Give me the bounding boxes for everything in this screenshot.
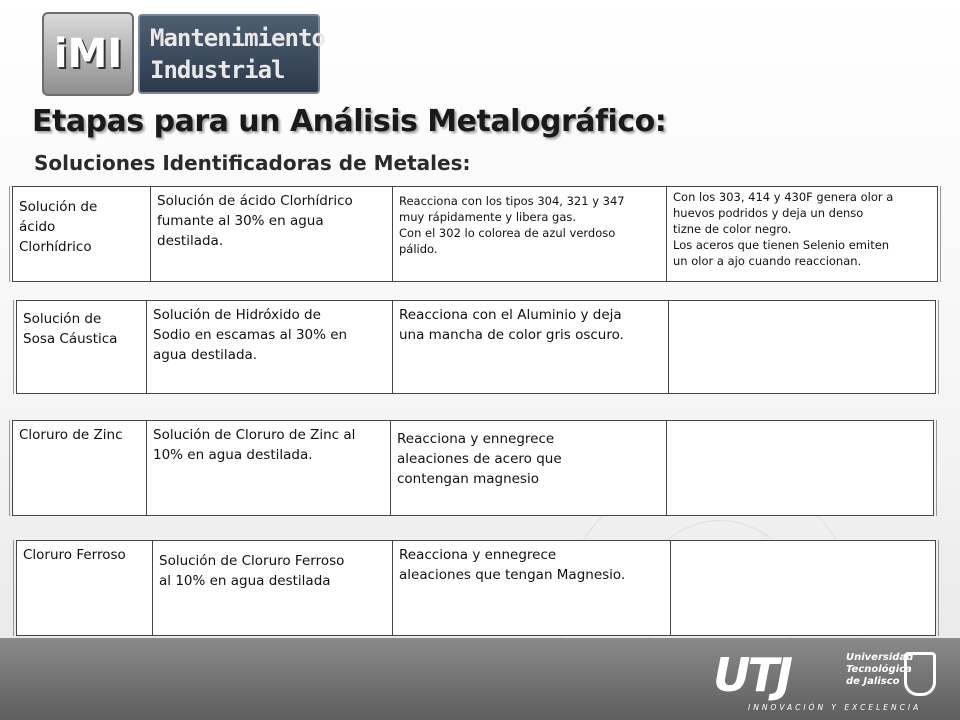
cell-line: Los aceros que tienen Selenio emiten: [673, 238, 890, 252]
solution-table-1: [12, 186, 938, 282]
cell-line: Solución de Hidróxido de: [153, 307, 321, 323]
utj-name-line: de Jalisco: [846, 676, 900, 687]
cell-line: Reacciona con los tipos 304, 321 y 347: [399, 194, 625, 208]
cell-line: 10% en agua destilada.: [153, 447, 313, 463]
utj-seal-icon: [904, 652, 936, 696]
additional-reaction-cell: [671, 541, 935, 635]
solution-description-cell: [151, 187, 393, 281]
imi-logo-mark-text: iMI: [53, 31, 123, 77]
additional-reaction-cell: [667, 421, 933, 515]
solution-table-4: [16, 540, 936, 636]
page-title: Etapas para un Análisis Metalográfico:: [32, 104, 667, 139]
utj-motto: INNOVACIÓN Y EXCELENCIA: [748, 703, 922, 712]
utj-name-line: Universidad: [846, 652, 914, 663]
cell-line: contengan magnesio: [397, 471, 539, 487]
cell-line: Cloruro de Zinc: [19, 427, 123, 443]
cell-line: Con el 302 lo colorea de azul verdoso: [399, 226, 616, 240]
cell-line: ácido: [19, 219, 56, 235]
cell-line: Solución de: [19, 199, 98, 215]
cell-line: aleaciones de acero que: [397, 451, 562, 467]
imi-logo: [42, 12, 325, 96]
solution-description-cell: [153, 541, 393, 635]
cell-line: aleaciones que tengan Magnesio.: [399, 567, 626, 583]
solution-name-cell: [17, 301, 147, 393]
cell-line: pálido.: [399, 242, 438, 256]
reaction-cell: [393, 301, 669, 393]
cell-line: Solución de: [23, 311, 102, 327]
cell-line: Reacciona con el Aluminio y deja: [399, 307, 622, 323]
cell-line: Solución de Cloruro de Zinc al: [153, 427, 356, 443]
solution-table-2: [16, 300, 936, 394]
solution-description-cell: [147, 301, 393, 393]
cell-line: Con los 303, 414 y 430F genera olor a: [673, 190, 894, 204]
cell-line: agua destilada.: [153, 347, 258, 363]
solution-name-cell: [13, 187, 151, 281]
solution-description-cell: [147, 421, 391, 515]
imi-logo-line-2: Industrial: [150, 56, 285, 84]
reaction-cell: [393, 187, 667, 281]
cell-line: Reacciona y ennegrece: [399, 547, 557, 563]
cell-line: destilada.: [157, 233, 224, 249]
utj-logo-mark: UTJ: [713, 648, 790, 702]
cell-line: fumante al 30% en agua: [157, 213, 324, 229]
cell-line: Reacciona y ennegrece: [397, 431, 555, 447]
page-subtitle: Soluciones Identificadoras de Metales:: [34, 151, 471, 175]
solution-table-3: [12, 420, 934, 516]
reaction-cell: [393, 541, 671, 635]
cell-line: Sodio en escamas al 30% en: [153, 327, 348, 343]
imi-logo-line-1: Mantenimiento: [150, 24, 325, 52]
cell-line: tizne de color negro.: [673, 222, 792, 236]
imi-logo-mark: [42, 12, 134, 96]
reaction-cell: [391, 421, 667, 515]
solution-name-cell: [13, 421, 147, 515]
cell-line: Cloruro Ferroso: [23, 547, 126, 563]
additional-reaction-cell: [669, 301, 935, 393]
solution-name-cell: [17, 541, 153, 635]
utj-name-line: Tecnológica: [846, 664, 912, 675]
additional-reaction-cell: [667, 187, 937, 281]
cell-line: Clorhídrico: [19, 239, 92, 255]
cell-line: al 10% en agua destilada: [159, 573, 331, 589]
cell-line: un olor a ajo cuando reaccionan.: [673, 254, 862, 268]
cell-line: una mancha de color gris oscuro.: [399, 327, 624, 343]
cell-line: Solución de ácido Clorhídrico: [157, 193, 353, 209]
cell-line: Solución de Cloruro Ferroso: [159, 553, 345, 569]
imi-logo-band: [138, 14, 325, 94]
cell-line: huevos podridos y deja un denso: [673, 206, 864, 220]
cell-line: Sosa Cáustica: [23, 331, 118, 347]
cell-line: muy rápidamente y libera gas.: [399, 210, 577, 224]
